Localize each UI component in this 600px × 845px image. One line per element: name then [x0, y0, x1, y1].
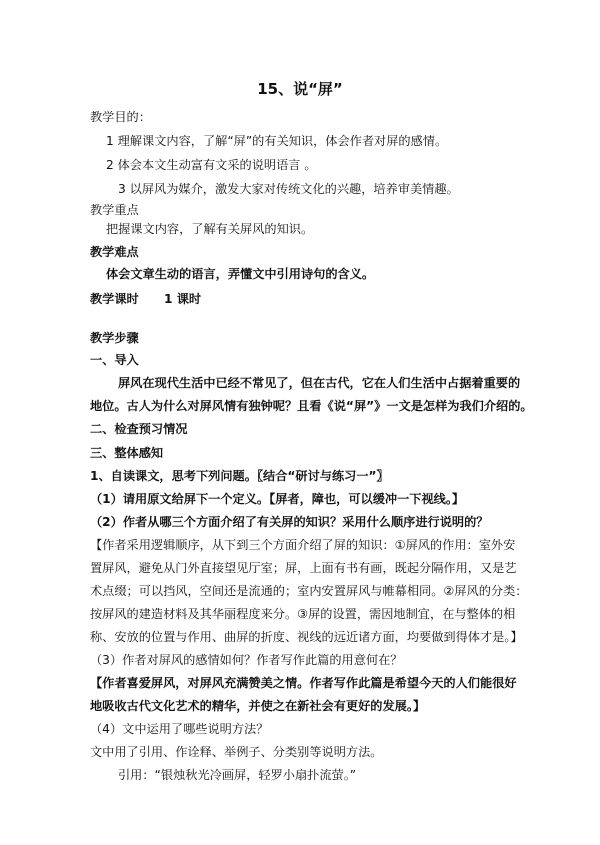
text-line: （2）作者从哪三个方面介绍了有关屏的知识？采用什么顺序进行说明的？ [90, 515, 489, 529]
section-heading: 三、整体感知 [90, 446, 164, 460]
text-line: 教学重点 [90, 203, 139, 217]
text-line: 术点缀；可以挡风，空间还是流通的；室内安置屏风与帷幕相同。②屏风的分类： [90, 584, 528, 598]
text-line: 屏风在现代生活中已经不常见了，但在古代，它在人们生活中占据着重要的 [118, 376, 521, 390]
text-line: 地位。古人为什么对屏风情有独钟呢？且看《说“屏”》一文是怎样为我们介绍的。 [90, 399, 533, 413]
text-line: 3 以屏风为媒介，激发大家对传统文化的兴趣，培养审美情趣。 [118, 182, 459, 196]
text-line: 地吸收古代文化艺术的精华，并使之在新社会有更好的发展。】 [90, 699, 426, 713]
text-line: 2 体会本文生动富有文采的说明语言 。 [106, 158, 317, 172]
text-line: 【作者喜爱屏风，对屏风充满赞美之情。作者写作此篇是希望今天的人们能很好 [90, 676, 517, 690]
section-heading: 教学难点 [90, 245, 139, 259]
page-title: 15、说“屏” [257, 80, 343, 98]
text-line: 把握课文内容，了解有关屏风的知识。 [106, 222, 314, 236]
text-line: （4）文中运用了哪些说明方法？ [90, 722, 269, 736]
text-line: 称、安放的位置与作用、曲屏的折度、视线的远近诸方面，均要做到得体才是。】 [90, 630, 523, 644]
text-line: 体会文章生动的语言，弄懂文中引用诗句的含义。 [106, 267, 375, 281]
text-line: 引用：“银烛秋光冷画屏，轻罗小扇扑流萤。” [118, 768, 357, 782]
text-line: 置屏风，避免从门外直接望见厅室；屏，上面有书有画，既起分隔作用，又是艺 [90, 561, 517, 575]
section-heading: 教学课时 [90, 292, 139, 306]
text-line: 1、自读课文，思考下列问题。〖结合“研讨与练习一”〗 [90, 469, 389, 483]
text-line: 1 课时 [164, 292, 202, 306]
text-line: 文中用了引用、作诠释、举例子、分类别等说明方法。 [90, 745, 383, 759]
text-line: 【作者采用逻辑顺序，从下到三个方面介绍了屏的知识：①屏风的作用：室外安 [90, 538, 516, 552]
text-line: 教学目的： [90, 110, 151, 124]
text-line: （3）作者对屏风的感情如何？作者写作此篇的用意何在？ [90, 653, 403, 667]
section-heading: 二、检查预习情况 [90, 422, 188, 436]
section-heading: 教学步骤 [90, 331, 139, 345]
text-line: 1 理解课文内容，了解“屏”的有关知识，体会作者对屏的感情。 [106, 134, 448, 148]
text-line: 按屏风的建造材料及其华丽程度来分。③屏的设置，需因地制宜，在与整体的相 [90, 607, 516, 621]
text-line: （1）请用原文给屏下一个定义。【屏者，障也，可以缓冲一下视线。】 [90, 492, 465, 506]
section-heading: 一、导入 [90, 353, 139, 367]
